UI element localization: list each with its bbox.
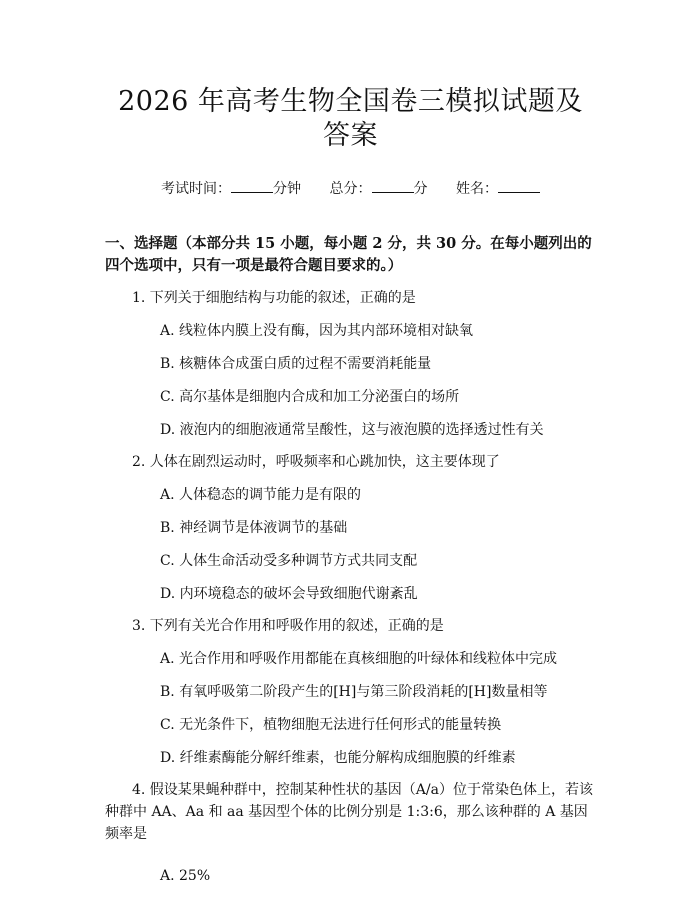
name-blank (498, 180, 540, 193)
score-blank (372, 180, 414, 193)
option-b: B. 神经调节是体液调节的基础 (160, 520, 348, 536)
time-blank (231, 180, 273, 193)
question-stem: 1. 下列关于细胞结构与功能的叙述，正确的是 (132, 290, 416, 306)
option-a: A. 线粒体内膜上没有酶，因为其内部环境相对缺氧 (160, 323, 474, 339)
score-unit: 分 (413, 181, 428, 197)
question-stem: 2. 人体在剧烈运动时，呼吸频率和心跳加快，这主要体现了 (132, 454, 500, 470)
option-a: A. 人体稳态的调节能力是有限的 (160, 487, 362, 503)
score-label: 总分： (329, 181, 372, 197)
option-b: B. 有氧呼吸第二阶段产生的[H]与第三阶段消耗的[H]数量相等 (160, 684, 548, 700)
option-c: C. 无光条件下，植物细胞无法进行任何形式的能量转换 (160, 717, 502, 733)
option-d: D. 液泡内的细胞液通常呈酸性，这与液泡膜的选择透过性有关 (160, 422, 544, 438)
time-field (161, 181, 305, 197)
section-heading: 一、选择题（本部分共 15 小题，每小题 2 分，共 30 分。在每小题列出的四个选项中，只有一项是最符合题目要求的。） (105, 235, 592, 274)
time-unit: 分钟 (273, 181, 302, 197)
option-a: A. 25% (160, 868, 211, 884)
time-label: 考试时间： (161, 181, 232, 197)
question-4 (105, 779, 596, 885)
option-d: D. 内环境稳态的破坏会导致细胞代谢紊乱 (160, 586, 418, 602)
option-a: A. 光合作用和呼吸作用都能在真核细胞的叶绿体和线粒体中完成 (160, 651, 558, 667)
question-3 (105, 617, 596, 767)
question-2 (105, 453, 596, 603)
option-c: C. 高尔基体是细胞内合成和加工分泌蛋白的场所 (160, 389, 460, 405)
question-stem: 4. 假设某果蝇种群中，控制某种性状的基因（A/a）位于常染色体上，若该种群中 AA、Aa 和 aa 基因型个体的比例分别是 1:3:6，那么该种群的 A 基因频率是 (105, 782, 593, 842)
option-c: C. 人体生命活动受多种调节方式共同支配 (160, 553, 418, 569)
option-b: B. 核糖体合成蛋白质的过程不需要消耗能量 (160, 356, 432, 372)
exam-info-line (105, 180, 596, 198)
page-title: 2026 年高考生物全国卷三模拟试题及答案 (118, 86, 583, 151)
name-label: 姓名： (455, 181, 498, 197)
question-1 (105, 289, 596, 439)
option-d: D. 纤维素酶能分解纤维素，也能分解构成细胞膜的纤维素 (160, 750, 516, 766)
name-field (456, 181, 540, 197)
question-stem: 3. 下列有关光合作用和呼吸作用的叙述，正确的是 (132, 618, 444, 634)
score-field (330, 181, 432, 197)
